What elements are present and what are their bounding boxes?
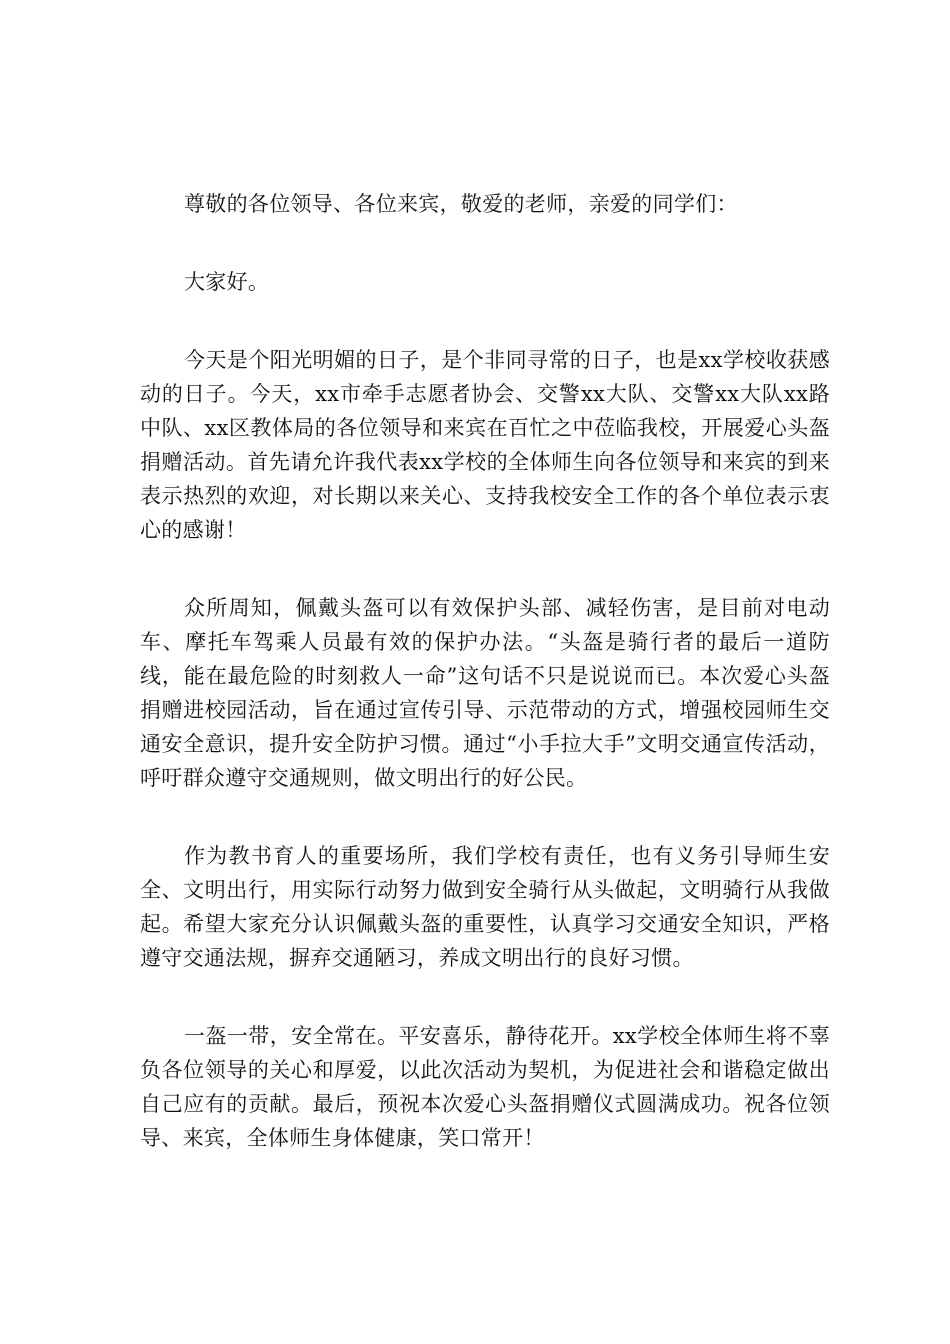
document-body xyxy=(140,187,830,1155)
salutation: 尊敬的各位领导、各位来宾，敬爱的老师，亲爱的同学们： xyxy=(184,192,738,216)
paragraph-closing: 一盔一带，安全常在。平安喜乐，静待花开。xx学校全体师生将不辜负各位领导的关心和厚爱，以此次活动为契机，为促进社会和谐稳定做出自己应有的贡献。最后，预祝本次爱心头盔捐赠仪式圆满成功。祝各位领导、来宾，全体师生身体健康，笑口常开！ xyxy=(140,1024,830,1150)
paragraph-welcome: 今天是个阳光明媚的日子，是个非同寻常的日子，也是xx学校收获感动的日子。今天，xx市牵手志愿者协会、交警xx大队、交警xx大队xx路中队、xx区教体局的各位领导和来宾在百忙之中莅临我校，开展爱心头盔捐赠活动。首先请允许我代表xx学校的全体师生向各位领导和来宾的到来表示热烈的欢迎，对长期以来关心、支持我校安全工作的各个单位表示衷心的感谢！ xyxy=(140,348,830,542)
paragraph-school-responsibility: 作为教书育人的重要场所，我们学校有责任，也有义务引导师生安全、文明出行，用实际行动努力做到安全骑行从头做起，文明骑行从我做起。希望大家充分认识佩戴头盔的重要性，认真学习交通安全知识，严格遵守交通法规，摒弃交通陋习，养成文明出行的良好习惯。 xyxy=(140,844,830,970)
paragraph-helmet-importance: 众所周知，佩戴头盔可以有效保护头部、减轻伤害，是目前对电动车、摩托车驾乘人员最有效的保护办法。“头盔是骑行者的最后一道防线，能在最危险的时刻救人一命”这句话不只是说说而已。本次爱心头盔捐赠进校园活动，旨在通过宣传引导、示范带动的方式，增强校园师生交通安全意识，提升安全防护习惯。通过“小手拉大手”文明交通宣传活动，呼吁群众遵守交通规则，做文明出行的好公民。 xyxy=(140,596,830,790)
greeting: 大家好。 xyxy=(184,270,270,294)
